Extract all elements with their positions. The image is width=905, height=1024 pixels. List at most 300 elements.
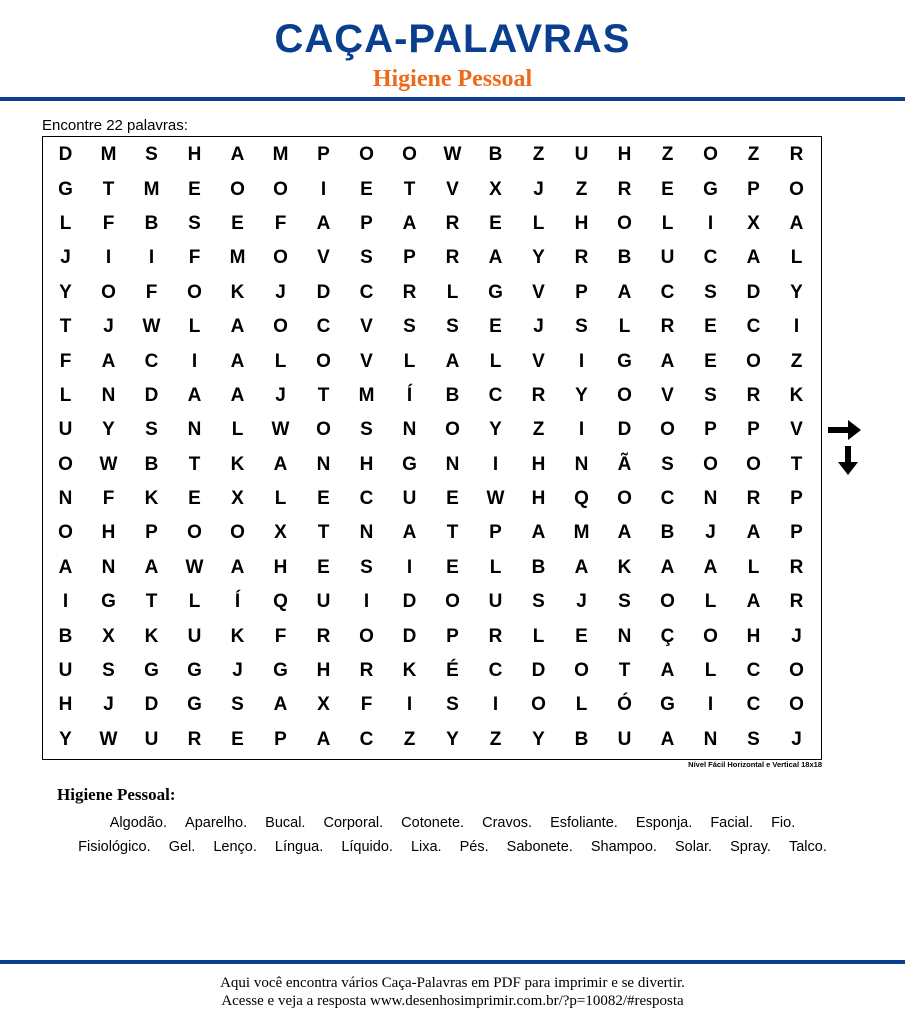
- grid-cell[interactable]: D: [402, 591, 417, 613]
- grid-cell[interactable]: O: [58, 522, 73, 544]
- grid-cell[interactable]: E: [360, 178, 373, 200]
- grid-cell[interactable]: H: [316, 660, 331, 682]
- grid-cell[interactable]: I: [707, 694, 714, 716]
- grid-cell[interactable]: N: [101, 384, 116, 406]
- grid-cell[interactable]: S: [145, 144, 158, 166]
- grid-cell[interactable]: U: [402, 488, 417, 510]
- grid-cell[interactable]: S: [231, 694, 244, 716]
- grid-cell[interactable]: N: [703, 488, 718, 510]
- grid-cell[interactable]: Z: [532, 419, 545, 441]
- grid-cell[interactable]: H: [101, 522, 116, 544]
- grid-cell[interactable]: T: [59, 316, 72, 338]
- grid-cell[interactable]: U: [660, 247, 675, 269]
- grid-cell[interactable]: Q: [273, 591, 288, 613]
- grid-cell[interactable]: J: [232, 660, 243, 682]
- grid-cell[interactable]: L: [59, 384, 72, 406]
- grid-cell[interactable]: O: [273, 178, 288, 200]
- grid-cell[interactable]: O: [660, 419, 675, 441]
- grid-cell[interactable]: W: [486, 488, 505, 510]
- grid-cell[interactable]: D: [402, 625, 417, 647]
- grid-cell[interactable]: Z: [747, 144, 760, 166]
- grid-cell[interactable]: F: [360, 694, 373, 716]
- grid-cell[interactable]: K: [617, 556, 632, 578]
- grid-cell[interactable]: Ç: [660, 625, 675, 647]
- grid-cell[interactable]: T: [790, 453, 803, 475]
- grid-cell[interactable]: E: [231, 212, 244, 234]
- grid-cell[interactable]: W: [443, 144, 462, 166]
- grid-cell[interactable]: R: [574, 247, 589, 269]
- grid-cell[interactable]: X: [747, 212, 760, 234]
- grid-cell[interactable]: X: [317, 694, 330, 716]
- grid-cell[interactable]: A: [316, 212, 331, 234]
- grid-cell[interactable]: H: [531, 488, 546, 510]
- grid-cell[interactable]: O: [617, 488, 632, 510]
- grid-cell[interactable]: I: [578, 350, 585, 372]
- grid-cell[interactable]: Y: [102, 419, 115, 441]
- grid-cell[interactable]: A: [660, 660, 675, 682]
- grid-cell[interactable]: B: [617, 247, 632, 269]
- grid-cell[interactable]: O: [230, 178, 245, 200]
- grid-cell[interactable]: L: [532, 625, 545, 647]
- grid-cell[interactable]: F: [102, 488, 115, 510]
- grid-cell[interactable]: A: [402, 522, 417, 544]
- grid-cell[interactable]: N: [187, 419, 202, 441]
- grid-cell[interactable]: A: [703, 556, 718, 578]
- grid-cell[interactable]: D: [531, 660, 546, 682]
- grid-cell[interactable]: K: [230, 281, 245, 303]
- grid-cell[interactable]: N: [58, 488, 73, 510]
- grid-cell[interactable]: S: [360, 556, 373, 578]
- grid-cell[interactable]: A: [660, 728, 675, 750]
- grid-cell[interactable]: K: [402, 660, 417, 682]
- grid-cell[interactable]: H: [359, 453, 374, 475]
- grid-cell[interactable]: L: [747, 556, 760, 578]
- grid-cell[interactable]: O: [746, 453, 761, 475]
- grid-cell[interactable]: P: [360, 212, 373, 234]
- grid-cell[interactable]: Ã: [617, 453, 632, 475]
- grid-cell[interactable]: Y: [532, 247, 545, 269]
- grid-cell[interactable]: P: [317, 144, 330, 166]
- grid-cell[interactable]: D: [316, 281, 331, 303]
- grid-cell[interactable]: O: [230, 522, 245, 544]
- grid-cell[interactable]: J: [103, 316, 114, 338]
- grid-cell[interactable]: O: [187, 281, 202, 303]
- grid-cell[interactable]: Z: [532, 144, 545, 166]
- grid-cell[interactable]: R: [789, 144, 804, 166]
- grid-cell[interactable]: O: [445, 419, 460, 441]
- grid-cell[interactable]: A: [58, 556, 73, 578]
- grid-cell[interactable]: P: [790, 488, 803, 510]
- grid-cell[interactable]: I: [793, 316, 800, 338]
- grid-cell[interactable]: A: [746, 522, 761, 544]
- grid-cell[interactable]: O: [703, 144, 718, 166]
- grid-cell[interactable]: R: [445, 247, 460, 269]
- grid-cell[interactable]: Y: [790, 281, 803, 303]
- grid-cell[interactable]: F: [102, 212, 115, 234]
- grid-cell[interactable]: U: [58, 660, 73, 682]
- grid-cell[interactable]: A: [617, 281, 632, 303]
- grid-cell[interactable]: W: [142, 316, 161, 338]
- grid-cell[interactable]: S: [532, 591, 545, 613]
- grid-cell[interactable]: L: [489, 350, 502, 372]
- grid-cell[interactable]: U: [58, 419, 73, 441]
- grid-cell[interactable]: A: [230, 350, 245, 372]
- grid-cell[interactable]: Y: [59, 728, 72, 750]
- grid-cell[interactable]: A: [230, 384, 245, 406]
- grid-cell[interactable]: N: [359, 522, 374, 544]
- grid-cell[interactable]: C: [660, 281, 675, 303]
- grid-cell[interactable]: Í: [234, 591, 241, 613]
- grid-cell[interactable]: N: [703, 728, 718, 750]
- grid-cell[interactable]: K: [789, 384, 804, 406]
- grid-cell[interactable]: R: [316, 625, 331, 647]
- grid-cell[interactable]: D: [58, 144, 73, 166]
- grid-cell[interactable]: O: [617, 212, 632, 234]
- grid-cell[interactable]: Z: [661, 144, 674, 166]
- grid-cell[interactable]: W: [271, 419, 290, 441]
- grid-cell[interactable]: K: [230, 453, 245, 475]
- grid-cell[interactable]: J: [275, 384, 286, 406]
- grid-cell[interactable]: I: [320, 178, 327, 200]
- grid-cell[interactable]: S: [446, 316, 459, 338]
- grid-cell[interactable]: E: [446, 488, 459, 510]
- grid-cell[interactable]: F: [145, 281, 158, 303]
- grid-cell[interactable]: A: [617, 522, 632, 544]
- grid-cell[interactable]: P: [489, 522, 502, 544]
- grid-cell[interactable]: E: [489, 212, 502, 234]
- grid-cell[interactable]: D: [144, 384, 159, 406]
- grid-cell[interactable]: J: [533, 316, 544, 338]
- grid-cell[interactable]: C: [746, 316, 761, 338]
- grid-cell[interactable]: L: [618, 316, 631, 338]
- grid-cell[interactable]: E: [489, 316, 502, 338]
- grid-cell[interactable]: Z: [403, 728, 416, 750]
- grid-cell[interactable]: B: [144, 212, 159, 234]
- grid-cell[interactable]: L: [188, 316, 201, 338]
- grid-cell[interactable]: R: [789, 556, 804, 578]
- grid-cell[interactable]: G: [101, 591, 116, 613]
- grid-cell[interactable]: B: [531, 556, 546, 578]
- grid-cell[interactable]: A: [445, 350, 460, 372]
- grid-cell[interactable]: B: [574, 728, 589, 750]
- grid-cell[interactable]: S: [360, 247, 373, 269]
- grid-cell[interactable]: F: [188, 247, 201, 269]
- grid-cell[interactable]: X: [489, 178, 502, 200]
- grid-cell[interactable]: R: [789, 591, 804, 613]
- grid-cell[interactable]: N: [445, 453, 460, 475]
- grid-cell[interactable]: V: [532, 350, 545, 372]
- grid-cell[interactable]: S: [704, 384, 717, 406]
- grid-cell[interactable]: C: [359, 281, 374, 303]
- grid-cell[interactable]: U: [144, 728, 159, 750]
- grid-cell[interactable]: T: [317, 522, 330, 544]
- grid-cell[interactable]: É: [446, 660, 459, 682]
- grid-cell[interactable]: S: [704, 281, 717, 303]
- grid-cell[interactable]: G: [187, 694, 202, 716]
- grid-cell[interactable]: E: [661, 178, 674, 200]
- grid-cell[interactable]: O: [531, 694, 546, 716]
- grid-cell[interactable]: Y: [59, 281, 72, 303]
- grid-cell[interactable]: F: [274, 212, 287, 234]
- grid-cell[interactable]: E: [317, 556, 330, 578]
- grid-cell[interactable]: O: [789, 660, 804, 682]
- grid-cell[interactable]: T: [145, 591, 158, 613]
- grid-cell[interactable]: E: [446, 556, 459, 578]
- grid-cell[interactable]: S: [102, 660, 115, 682]
- grid-cell[interactable]: N: [101, 556, 116, 578]
- grid-cell[interactable]: H: [574, 212, 589, 234]
- grid-cell[interactable]: O: [359, 144, 374, 166]
- grid-cell[interactable]: O: [574, 660, 589, 682]
- grid-cell[interactable]: G: [144, 660, 159, 682]
- grid-cell[interactable]: L: [446, 281, 459, 303]
- grid-cell[interactable]: V: [360, 350, 373, 372]
- grid-cell[interactable]: O: [101, 281, 116, 303]
- grid-cell[interactable]: T: [188, 453, 201, 475]
- grid-cell[interactable]: X: [274, 522, 287, 544]
- grid-cell[interactable]: P: [790, 522, 803, 544]
- grid-cell[interactable]: A: [230, 316, 245, 338]
- grid-cell[interactable]: L: [59, 212, 72, 234]
- grid-cell[interactable]: R: [402, 281, 417, 303]
- grid-cell[interactable]: J: [533, 178, 544, 200]
- grid-cell[interactable]: B: [58, 625, 73, 647]
- grid-cell[interactable]: A: [273, 453, 288, 475]
- grid-cell[interactable]: O: [402, 144, 417, 166]
- grid-cell[interactable]: L: [274, 488, 287, 510]
- grid-cell[interactable]: O: [273, 247, 288, 269]
- grid-cell[interactable]: C: [746, 694, 761, 716]
- grid-cell[interactable]: E: [704, 316, 717, 338]
- grid-cell[interactable]: C: [746, 660, 761, 682]
- grid-cell[interactable]: A: [488, 247, 503, 269]
- grid-cell[interactable]: J: [705, 522, 716, 544]
- grid-cell[interactable]: M: [229, 247, 246, 269]
- grid-cell[interactable]: A: [230, 556, 245, 578]
- grid-cell[interactable]: I: [62, 591, 69, 613]
- grid-cell[interactable]: Y: [575, 384, 588, 406]
- grid-cell[interactable]: I: [148, 247, 155, 269]
- grid-cell[interactable]: P: [274, 728, 287, 750]
- grid-cell[interactable]: O: [359, 625, 374, 647]
- grid-cell[interactable]: O: [703, 453, 718, 475]
- grid-cell[interactable]: L: [188, 591, 201, 613]
- grid-cell[interactable]: J: [103, 694, 114, 716]
- grid-cell[interactable]: B: [445, 384, 460, 406]
- grid-cell[interactable]: A: [316, 728, 331, 750]
- grid-cell[interactable]: O: [316, 419, 331, 441]
- grid-cell[interactable]: L: [274, 350, 287, 372]
- grid-cell[interactable]: O: [617, 384, 632, 406]
- grid-cell[interactable]: R: [617, 178, 632, 200]
- grid-cell[interactable]: T: [618, 660, 631, 682]
- grid-cell[interactable]: V: [360, 316, 373, 338]
- grid-cell[interactable]: L: [661, 212, 674, 234]
- grid-cell[interactable]: G: [617, 350, 632, 372]
- grid-cell[interactable]: T: [102, 178, 115, 200]
- grid-cell[interactable]: W: [99, 453, 118, 475]
- grid-cell[interactable]: V: [532, 281, 545, 303]
- grid-cell[interactable]: C: [144, 350, 159, 372]
- grid-cell[interactable]: H: [187, 144, 202, 166]
- grid-cell[interactable]: S: [575, 316, 588, 338]
- grid-cell[interactable]: E: [575, 625, 588, 647]
- grid-cell[interactable]: C: [660, 488, 675, 510]
- grid-cell[interactable]: V: [446, 178, 459, 200]
- grid-cell[interactable]: H: [273, 556, 288, 578]
- grid-cell[interactable]: Z: [575, 178, 588, 200]
- grid-cell[interactable]: P: [446, 625, 459, 647]
- grid-cell[interactable]: S: [618, 591, 631, 613]
- grid-cell[interactable]: Y: [489, 419, 502, 441]
- grid-cell[interactable]: P: [575, 281, 588, 303]
- grid-cell[interactable]: G: [402, 453, 417, 475]
- grid-cell[interactable]: O: [703, 625, 718, 647]
- grid-cell[interactable]: S: [446, 694, 459, 716]
- grid-cell[interactable]: I: [578, 419, 585, 441]
- grid-cell[interactable]: D: [746, 281, 761, 303]
- grid-cell[interactable]: X: [102, 625, 115, 647]
- grid-cell[interactable]: A: [531, 522, 546, 544]
- grid-cell[interactable]: I: [707, 212, 714, 234]
- grid-cell[interactable]: E: [188, 488, 201, 510]
- grid-cell[interactable]: N: [574, 453, 589, 475]
- grid-cell[interactable]: C: [359, 488, 374, 510]
- grid-cell[interactable]: K: [230, 625, 245, 647]
- grid-cell[interactable]: A: [660, 350, 675, 372]
- grid-cell[interactable]: N: [617, 625, 632, 647]
- grid-cell[interactable]: A: [273, 694, 288, 716]
- grid-cell[interactable]: O: [273, 316, 288, 338]
- grid-cell[interactable]: E: [188, 178, 201, 200]
- grid-cell[interactable]: T: [317, 384, 330, 406]
- grid-cell[interactable]: R: [445, 212, 460, 234]
- grid-cell[interactable]: N: [316, 453, 331, 475]
- grid-cell[interactable]: M: [358, 384, 375, 406]
- grid-cell[interactable]: L: [489, 556, 502, 578]
- grid-cell[interactable]: L: [790, 247, 803, 269]
- grid-cell[interactable]: U: [574, 144, 589, 166]
- grid-cell[interactable]: S: [661, 453, 674, 475]
- grid-cell[interactable]: C: [359, 728, 374, 750]
- grid-cell[interactable]: S: [360, 419, 373, 441]
- grid-cell[interactable]: T: [446, 522, 459, 544]
- grid-cell[interactable]: I: [406, 556, 413, 578]
- grid-cell[interactable]: G: [273, 660, 288, 682]
- grid-cell[interactable]: I: [105, 247, 112, 269]
- grid-cell[interactable]: Ó: [617, 694, 632, 716]
- grid-cell[interactable]: U: [316, 591, 331, 613]
- grid-cell[interactable]: I: [492, 453, 499, 475]
- grid-cell[interactable]: B: [144, 453, 159, 475]
- grid-cell[interactable]: A: [660, 556, 675, 578]
- grid-cell[interactable]: I: [406, 694, 413, 716]
- grid-cell[interactable]: V: [661, 384, 674, 406]
- grid-cell[interactable]: I: [191, 350, 198, 372]
- grid-cell[interactable]: H: [746, 625, 761, 647]
- grid-cell[interactable]: J: [791, 728, 802, 750]
- grid-cell[interactable]: F: [274, 625, 287, 647]
- grid-cell[interactable]: R: [746, 488, 761, 510]
- grid-cell[interactable]: Y: [446, 728, 459, 750]
- grid-cell[interactable]: O: [746, 350, 761, 372]
- grid-cell[interactable]: S: [188, 212, 201, 234]
- grid-cell[interactable]: O: [789, 694, 804, 716]
- grid-cell[interactable]: A: [402, 212, 417, 234]
- grid-cell[interactable]: Q: [574, 488, 589, 510]
- grid-cell[interactable]: R: [359, 660, 374, 682]
- grid-cell[interactable]: X: [231, 488, 244, 510]
- grid-cell[interactable]: S: [403, 316, 416, 338]
- grid-cell[interactable]: E: [317, 488, 330, 510]
- grid-cell[interactable]: A: [144, 556, 159, 578]
- grid-cell[interactable]: D: [144, 694, 159, 716]
- grid-cell[interactable]: R: [531, 384, 546, 406]
- grid-cell[interactable]: W: [185, 556, 204, 578]
- grid-cell[interactable]: Y: [532, 728, 545, 750]
- grid-cell[interactable]: A: [746, 247, 761, 269]
- grid-cell[interactable]: F: [59, 350, 72, 372]
- grid-cell[interactable]: O: [445, 591, 460, 613]
- grid-cell[interactable]: P: [747, 419, 760, 441]
- grid-cell[interactable]: P: [403, 247, 416, 269]
- grid-cell[interactable]: P: [747, 178, 760, 200]
- grid-cell[interactable]: M: [573, 522, 590, 544]
- grid-cell[interactable]: J: [275, 281, 286, 303]
- grid-cell[interactable]: U: [617, 728, 632, 750]
- grid-cell[interactable]: A: [574, 556, 589, 578]
- grid-cell[interactable]: U: [187, 625, 202, 647]
- grid-cell[interactable]: L: [231, 419, 244, 441]
- grid-cell[interactable]: J: [60, 247, 71, 269]
- grid-cell[interactable]: Í: [406, 384, 413, 406]
- grid-cell[interactable]: Z: [790, 350, 803, 372]
- grid-cell[interactable]: C: [316, 316, 331, 338]
- grid-cell[interactable]: H: [617, 144, 632, 166]
- grid-cell[interactable]: L: [403, 350, 416, 372]
- grid-cell[interactable]: N: [402, 419, 417, 441]
- grid-cell[interactable]: A: [746, 591, 761, 613]
- grid-cell[interactable]: A: [789, 212, 804, 234]
- grid-cell[interactable]: A: [101, 350, 116, 372]
- grid-cell[interactable]: I: [363, 591, 370, 613]
- grid-cell[interactable]: R: [746, 384, 761, 406]
- grid-cell[interactable]: O: [789, 178, 804, 200]
- grid-cell[interactable]: V: [790, 419, 803, 441]
- grid-cell[interactable]: U: [488, 591, 503, 613]
- grid-cell[interactable]: S: [747, 728, 760, 750]
- grid-cell[interactable]: J: [791, 625, 802, 647]
- grid-cell[interactable]: M: [143, 178, 160, 200]
- grid-cell[interactable]: C: [488, 384, 503, 406]
- grid-cell[interactable]: H: [531, 453, 546, 475]
- grid-cell[interactable]: L: [532, 212, 545, 234]
- grid-cell[interactable]: O: [660, 591, 675, 613]
- grid-cell[interactable]: O: [58, 453, 73, 475]
- grid-cell[interactable]: W: [99, 728, 118, 750]
- grid-cell[interactable]: P: [145, 522, 158, 544]
- grid-cell[interactable]: J: [576, 591, 587, 613]
- grid-cell[interactable]: B: [488, 144, 503, 166]
- grid-cell[interactable]: R: [187, 728, 202, 750]
- grid-cell[interactable]: O: [316, 350, 331, 372]
- grid-cell[interactable]: L: [704, 591, 717, 613]
- grid-cell[interactable]: L: [704, 660, 717, 682]
- grid-cell[interactable]: G: [187, 660, 202, 682]
- grid-cell[interactable]: L: [575, 694, 588, 716]
- grid-cell[interactable]: S: [145, 419, 158, 441]
- grid-cell[interactable]: P: [704, 419, 717, 441]
